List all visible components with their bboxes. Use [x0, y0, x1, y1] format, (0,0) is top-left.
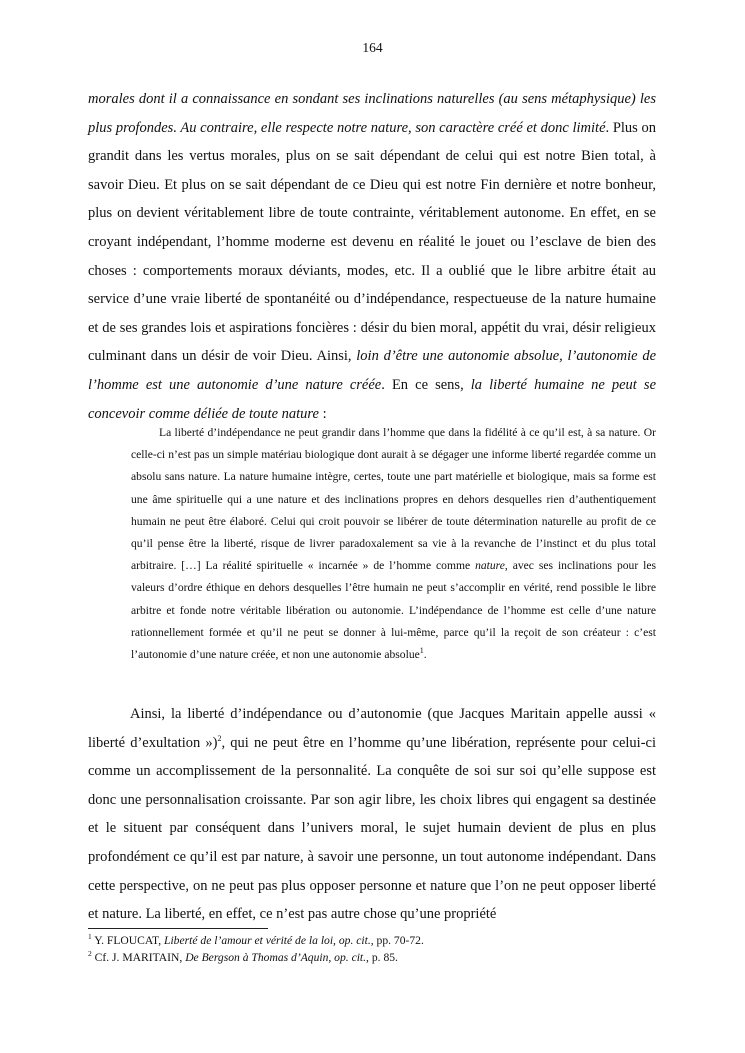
quote-italic-nature: nature: [475, 559, 505, 573]
quote-end: .: [423, 648, 427, 662]
footnote-1: [88, 933, 656, 950]
footnote-2-pages: p. 85.: [368, 950, 398, 964]
quote-text-part-1: La liberté d’indépendance ne peut grandir dans l’homme que dans la fidélité à ce qu’il est, à sa nature. Or celle-ci n’est pas un simple matériau biologique dont aurait à se dégager une informe liberté regardée comme un absolu sans nature. La nature humaine intègre, certes, toute une part matérielle et biologique, mais sa forme est une âme spirituelle qui a une nature et des inclinations propres en dehors desquelles rien d’authentiquement humain ne peut être élaboré. Celui qui croit pouvoir se libérer de toute détermination naturelle au profit de ce qu’il pense être la liberté, risque de livrer paradoxalement sa vie à la revanche de l’instinct et du plus total arbitraire. […] La réalité spirituelle « incarnée » de l’homme comme: [131, 426, 656, 573]
paragraph-1-italic-autonomy: loin d’être une autonomie absolue, l’autonomie de l’homme est une autonomie d’une nature créée: [88, 348, 657, 393]
footnote-1-number: 1: [88, 932, 92, 942]
quote-text-part-2: , avec ses inclinations pour les valeurs d’ordre éthique en dehors desquelles l’être humain ne peut s’accomplir en vérité, rend possible le libre arbitre et fonde notre véritable libération ou autonomie. L’indépendance de l’homme est celle d’une nature rationnellement formée et qu’il ne peut se donner à lui-même, parce qu’il la reçoit de son créateur : c’est l’autonomie d’une nature créée, et non une autonomie absolue: [131, 559, 656, 662]
paragraph-1-colon: :: [318, 405, 327, 422]
paragraph-1-body: Plus on grandit dans les vertus morales, plus on se sait dépendant de celui qui est notre Bien total, à savoir Dieu. Et plus on se sait dépendant de ce Dieu qui est notre Fin dernière et notre bonheur, plus on devient véritablement libre de toute contrainte, véritablement autonome. En effet, en se croyant indépendant, l’homme moderne est devenu en réalité le jouet ou l’esclave de bien des choses : comportements moraux déviants, modes, etc. Il a oublié que le libre arbitre était au service d’une vraie liberté de spontanéité ou d’indépendance, respectueuse de la nature humaine et de ses grandes lois et aspirations foncières : désir du bien moral, appétit du vrai, désir religieux culminant dans un désir de voir Dieu. Ainsi,: [88, 119, 656, 365]
paragraph-1-transition: . En ce sens,: [381, 376, 471, 393]
footnote-2: [88, 950, 656, 967]
footnote-2-number: 2: [88, 948, 92, 958]
paragraph-2-part-1: Ainsi, la liberté d’indépendance ou d’autonomie (que Jacques Maritain appelle aussi « liberté d’exultation »): [88, 706, 656, 751]
paragraph-1: [88, 85, 656, 428]
block-quote: [131, 422, 656, 666]
footnote-1-author: Y. FLOUCAT,: [91, 934, 165, 947]
page-number: 164: [362, 40, 383, 55]
footnote-ref-1[interactable]: 1: [419, 646, 424, 656]
paragraph-2: [88, 700, 656, 929]
paragraph-1-italic-opening: morales dont il a connaissance en sondant ses inclinations naturelles (au sens métaphysique) les plus profondes. Au contraire, elle respecte notre nature, son caractère créé et donc limité: [88, 91, 656, 136]
footnote-1-title: Liberté de l’amour et vérité de la loi, op. cit.,: [164, 934, 374, 947]
paragraph-1-italic-liberty: la liberté humaine ne peut se concevoir comme déliée de toute nature: [88, 376, 657, 422]
footnote-2-title: De Bergson à Thomas d’Aquin, op. cit.,: [185, 950, 369, 964]
footnote-separator: [88, 928, 268, 929]
footnote-1-pages: pp. 70-72.: [373, 934, 424, 947]
footnote-ref-2[interactable]: 2: [217, 733, 222, 743]
footnotes: [88, 933, 656, 966]
paragraph-2-part-2: , qui ne peut être en l’homme qu’une libération, représente pour celui-ci comme un accomplissement de la personnalité. La conquête de soi sur soi qu’elle suppose est donc une personnalisation croissante. Par son agir libre, les choix libres qui engagent sa destinée et le situent par conséquent dans l’univers moral, le sujet humain devient de plus en plus profondément ce qu’il est par nature, à savoir une personne, un tout autonome indépendant. Dans cette perspective, on ne peut pas plus opposer personne et nature que l’on ne peut opposer liberté et nature. La liberté, en effet, ce n’est pas autre chose qu’une propriété: [88, 734, 656, 923]
footnote-2-author: Cf. J. MARITAIN,: [91, 950, 186, 964]
paragraph-1-period: .: [605, 119, 610, 136]
